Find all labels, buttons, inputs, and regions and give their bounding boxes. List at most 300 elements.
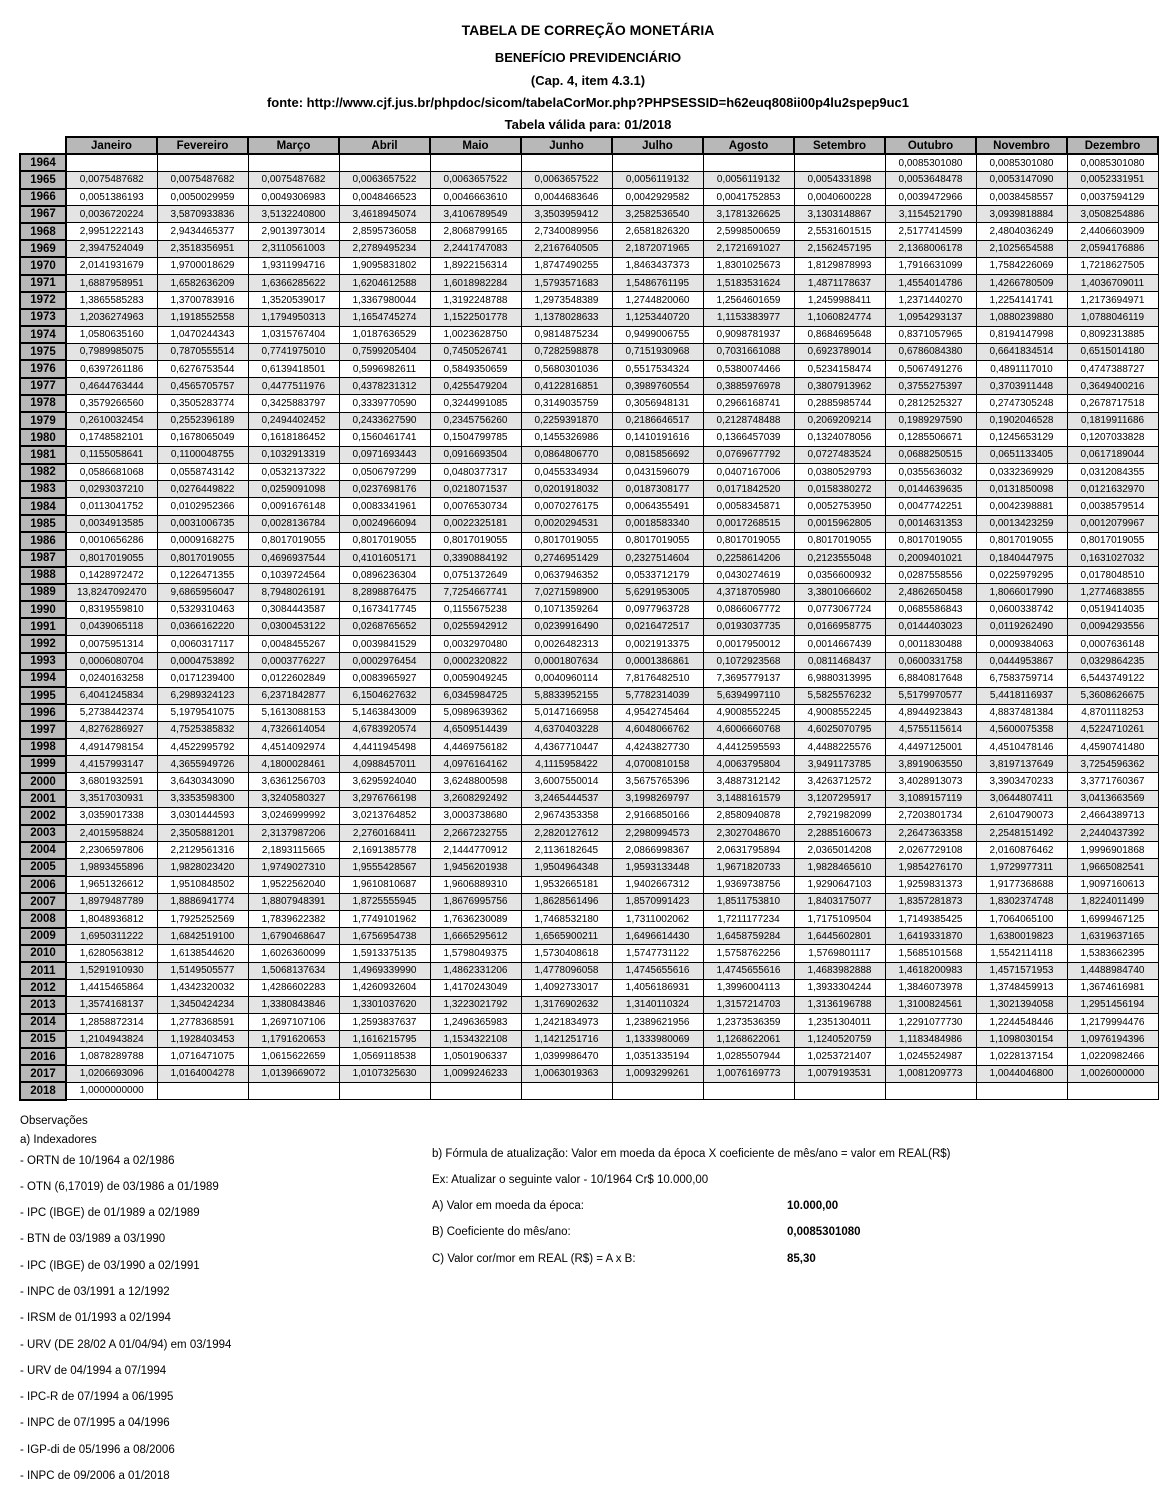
- coefficient-cell: 0,2966168741: [703, 395, 794, 412]
- coefficient-cell: 0,0038458557: [976, 189, 1067, 206]
- year-cell-2004: 2004: [20, 842, 66, 859]
- coefficient-cell: 0,4101605171: [339, 550, 430, 567]
- coefficient-cell: 1,9290647103: [794, 876, 885, 893]
- coefficient-cell: 1,7311002062: [612, 910, 703, 927]
- coefficient-cell: 1,2036274963: [66, 309, 157, 326]
- coefficient-cell: 2,4862650458: [885, 584, 976, 601]
- coefficient-cell: 5,5825576232: [794, 687, 885, 704]
- coefficient-cell: [248, 154, 339, 171]
- coefficient-cell: 0,1032913319: [248, 446, 339, 463]
- coefficient-cell: 1,9095831802: [339, 257, 430, 274]
- coefficient-cell: 3,6248800598: [430, 773, 521, 790]
- coefficient-cell: 2,3947524049: [66, 240, 157, 257]
- coefficient-cell: 1,7636230089: [430, 910, 521, 927]
- table-row-2007: [20, 893, 1158, 910]
- table-row-1980: [20, 429, 1158, 446]
- coefficient-cell: 0,0056119132: [612, 171, 703, 188]
- coefficient-cell: 0,3390884192: [430, 550, 521, 567]
- coefficient-cell: 2,6581826320: [612, 223, 703, 240]
- coefficient-cell: 1,2104943824: [66, 1031, 157, 1048]
- coefficient-cell: 0,0439065118: [66, 618, 157, 635]
- year-cell-2006: 2006: [20, 876, 66, 893]
- coefficient-cell: 0,1155675238: [430, 601, 521, 618]
- coefficient-cell: 1,3674616981: [1067, 979, 1158, 996]
- coefficient-cell: 1,2774683855: [1067, 584, 1158, 601]
- coefficient-cell: 3,0301444593: [157, 807, 248, 824]
- year-cell-1973: 1973: [20, 309, 66, 326]
- coefficient-cell: 1,2593837637: [339, 1014, 430, 1031]
- month-header-agosto: Agosto: [703, 137, 794, 154]
- coefficient-cell: 4,8944923843: [885, 704, 976, 721]
- coefficient-cell: 0,1428972472: [66, 567, 157, 584]
- coefficient-cell: 0,0617189044: [1067, 446, 1158, 463]
- coefficient-cell: 4,4469756182: [430, 739, 521, 756]
- coefficient-cell: 0,0688250515: [885, 446, 976, 463]
- coefficient-cell: 6,2371842877: [248, 687, 339, 704]
- coefficient-cell: 1,1240520759: [794, 1031, 885, 1048]
- indexer-item: - IPC (IBGE) de 01/1989 a 02/1989: [20, 1200, 1176, 1226]
- coefficient-cell: 0,0042398881: [976, 498, 1067, 515]
- coefficient-cell: 0,0034913585: [66, 515, 157, 532]
- coefficient-cell: 4,4367710447: [521, 739, 612, 756]
- coefficient-cell: 1,0228137154: [976, 1048, 1067, 1065]
- coefficient-cell: 1,5685101568: [885, 945, 976, 962]
- coefficient-cell: 1,2778368591: [157, 1014, 248, 1031]
- coefficient-cell: 1,3157214703: [703, 996, 794, 1013]
- coefficient-cell: 0,0113041752: [66, 498, 157, 515]
- table-row-1971: [20, 275, 1158, 292]
- coefficient-cell: 2,2129561316: [157, 842, 248, 859]
- coefficient-cell: 1,6999467125: [1067, 910, 1158, 927]
- coefficient-cell: 1,5913375135: [339, 945, 430, 962]
- coefficient-cell: 0,5380074466: [703, 360, 794, 377]
- coefficient-cell: 0,2259391870: [521, 412, 612, 429]
- coefficient-cell: 1,6280563812: [66, 945, 157, 962]
- coefficient-cell: 1,6756954738: [339, 928, 430, 945]
- coefficient-cell: 1,7149385425: [885, 910, 976, 927]
- coefficient-cell: 0,0040600228: [794, 189, 885, 206]
- coefficient-cell: 1,0026000000: [1067, 1065, 1158, 1082]
- coefficient-cell: 0,0002320822: [430, 653, 521, 670]
- coefficient-cell: 1,4871178637: [794, 275, 885, 292]
- coefficient-cell: 1,0023628750: [430, 326, 521, 343]
- coefficient-cell: 3,4887312142: [703, 773, 794, 790]
- coefficient-cell: 4,5600075358: [976, 721, 1067, 738]
- coefficient-cell: 1,8747490255: [521, 257, 612, 274]
- coefficient-cell: 0,0012079967: [1067, 515, 1158, 532]
- coefficient-cell: 0,0811468437: [794, 653, 885, 670]
- coefficient-cell: 0,0178048510: [1067, 567, 1158, 584]
- coefficient-cell: 4,6006660768: [703, 721, 794, 738]
- coefficient-cell: 1,4286602283: [248, 979, 339, 996]
- table-row-2006: [20, 876, 1158, 893]
- table-row-2012: [20, 979, 1158, 996]
- coefficient-cell: 0,2885985744: [794, 395, 885, 412]
- coefficient-cell: 4,8701118253: [1067, 704, 1158, 721]
- coefficient-cell: 1,5747731122: [612, 945, 703, 962]
- coefficient-cell: 1,9593133448: [612, 859, 703, 876]
- calc-value: 10.000,00: [787, 1193, 838, 1219]
- coefficient-cell: 2,9951222143: [66, 223, 157, 240]
- coefficient-cell: 0,0024966094: [339, 515, 430, 532]
- coefficient-cell: 1,0220982466: [1067, 1048, 1158, 1065]
- coefficient-cell: 0,1366457039: [703, 429, 794, 446]
- coefficient-cell: 1,1534322108: [430, 1031, 521, 1048]
- coefficient-cell: 1,9996901868: [1067, 842, 1158, 859]
- coefficient-cell: 0,2746951429: [521, 550, 612, 567]
- coefficient-cell: [339, 154, 430, 171]
- year-cell-1985: 1985: [20, 515, 66, 532]
- year-cell-1983: 1983: [20, 481, 66, 498]
- coefficient-cell: 1,6419331870: [885, 928, 976, 945]
- table-row-2009: [20, 928, 1158, 945]
- coefficient-cell: 0,1631027032: [1067, 550, 1158, 567]
- coefficient-cell: 0,1618186452: [248, 429, 339, 446]
- coefficient-cell: 2,4804036249: [976, 223, 1067, 240]
- coefficient-cell: 1,0788046119: [1067, 309, 1158, 326]
- month-header-maio: Maio: [430, 137, 521, 154]
- coefficient-cell: 1,3700783916: [157, 292, 248, 309]
- coefficient-cell: 0,0075951314: [66, 635, 157, 652]
- coefficient-cell: 1,1794950313: [248, 309, 339, 326]
- coefficient-cell: 0,1560461741: [339, 429, 430, 446]
- coefficient-cell: 3,4263712572: [794, 773, 885, 790]
- table-row-2017: [20, 1065, 1158, 1082]
- table-row-1992: [20, 635, 1158, 652]
- coefficient-cell: 3,3771760367: [1067, 773, 1158, 790]
- coefficient-cell: 0,2747305248: [976, 395, 1067, 412]
- coefficient-cell: 3,5870933836: [157, 206, 248, 223]
- coefficient-cell: 1,4571571953: [976, 962, 1067, 979]
- year-cell-1979: 1979: [20, 412, 66, 429]
- coefficient-cell: 0,0026482313: [521, 635, 612, 652]
- coefficient-cell: 5,2738442374: [66, 704, 157, 721]
- coefficient-cell: 1,0253721407: [794, 1048, 885, 1065]
- coefficient-cell: 0,0038579514: [1067, 498, 1158, 515]
- coefficient-cell: 0,5849350659: [430, 360, 521, 377]
- calc-label: C) Valor cor/mor em REAL (R$) = A x B:: [432, 1246, 787, 1272]
- table-row-2010: [20, 945, 1158, 962]
- coefficient-cell: 0,7989985075: [66, 343, 157, 360]
- coefficient-cell: 0,0039472966: [885, 189, 976, 206]
- coefficient-cell: 0,0046663610: [430, 189, 521, 206]
- coefficient-cell: 0,0312084355: [1067, 464, 1158, 481]
- coefficient-cell: 1,0063019363: [521, 1065, 612, 1082]
- coefficient-cell: 6,1504627632: [339, 687, 430, 704]
- coefficient-cell: 0,0041752853: [703, 189, 794, 206]
- table-row-1978: [20, 395, 1158, 412]
- coefficient-cell: 0,0001807634: [521, 653, 612, 670]
- table-row-1985: [20, 515, 1158, 532]
- coefficient-cell: 1,4342320032: [157, 979, 248, 996]
- coefficient-cell: 3,4618945074: [339, 206, 430, 223]
- coefficient-cell: 6,4041245834: [66, 687, 157, 704]
- coefficient-cell: 0,0332369929: [976, 464, 1067, 481]
- coefficient-cell: 0,0144403023: [885, 618, 976, 635]
- table-row-1964: [20, 154, 1158, 171]
- table-row-2014: [20, 1014, 1158, 1031]
- coefficient-cell: 2,2885160673: [794, 825, 885, 842]
- coefficient-cell: 6,2989324123: [157, 687, 248, 704]
- coefficient-cell: 0,0131850098: [976, 481, 1067, 498]
- coefficient-cell: 4,0063795804: [703, 756, 794, 773]
- coefficient-cell: 4,4914798154: [66, 739, 157, 756]
- coefficient-cell: 1,4618200983: [885, 962, 976, 979]
- coefficient-cell: 0,0002976454: [339, 653, 430, 670]
- coefficient-cell: 1,7468532180: [521, 910, 612, 927]
- coefficient-cell: 1,9671820733: [703, 859, 794, 876]
- coefficient-cell: 1,2351304011: [794, 1014, 885, 1031]
- table-row-2018: [20, 1082, 1158, 1099]
- coefficient-cell: [66, 154, 157, 171]
- coefficient-cell: 0,6641834514: [976, 343, 1067, 360]
- coefficient-cell: 6,9880313995: [794, 670, 885, 687]
- coefficient-cell: 0,0600338742: [976, 601, 1067, 618]
- year-cell-1976: 1976: [20, 360, 66, 377]
- coefficient-cell: 4,5224710261: [1067, 721, 1158, 738]
- coefficient-cell: 0,0255942912: [430, 618, 521, 635]
- year-cell-1990: 1990: [20, 601, 66, 618]
- coefficient-cell: 2,3505881201: [157, 825, 248, 842]
- coefficient-cell: 1,4488984740: [1067, 962, 1158, 979]
- coefficient-cell: 0,0094293556: [1067, 618, 1158, 635]
- coefficient-cell: 0,2123555048: [794, 550, 885, 567]
- coefficient-cell: 4,9008552245: [794, 704, 885, 721]
- coefficient-cell: 0,0430274619: [703, 567, 794, 584]
- year-cell-1996: 1996: [20, 704, 66, 721]
- coefficient-cell: [430, 1082, 521, 1099]
- coefficient-cell: 1,0501906337: [430, 1048, 521, 1065]
- coefficient-cell: 0,0076530734: [430, 498, 521, 515]
- coefficient-cell: 1,2371440270: [885, 292, 976, 309]
- coefficient-cell: 3,6801932591: [66, 773, 157, 790]
- coefficient-cell: 0,8017019055: [157, 550, 248, 567]
- coefficient-cell: 0,8017019055: [703, 532, 794, 549]
- indexer-item: - OTN (6,17019) de 03/1986 a 01/1989: [20, 1174, 1176, 1200]
- coefficient-cell: 0,0171842520: [703, 481, 794, 498]
- coefficient-cell: 3,1207295917: [794, 790, 885, 807]
- coefficient-cell: 0,0060317117: [157, 635, 248, 652]
- coefficient-cell: 0,0119262490: [976, 618, 1067, 635]
- coefficient-cell: 5,1613088153: [248, 704, 339, 721]
- coefficient-cell: 0,0014667439: [794, 635, 885, 652]
- calc-line: [432, 1219, 1172, 1245]
- indexer-item: - URV (DE 28/02 A 01/04/94) em 03/1994: [20, 1332, 1176, 1358]
- year-cell-2000: 2000: [20, 773, 66, 790]
- coefficient-cell: [612, 154, 703, 171]
- coefficient-cell: 1,4554014786: [885, 275, 976, 292]
- coefficient-cell: 3,1998269797: [612, 790, 703, 807]
- table-row-1995: [20, 687, 1158, 704]
- coefficient-cell: 4,4510478146: [976, 739, 1067, 756]
- coefficient-cell: 0,7151930968: [612, 343, 703, 360]
- coefficient-cell: 0,2186646517: [612, 412, 703, 429]
- year-cell-1977: 1977: [20, 378, 66, 395]
- coefficient-cell: 1,0615622659: [248, 1048, 339, 1065]
- coefficient-cell: 0,2678717518: [1067, 395, 1158, 412]
- coefficient-cell: 1,8129878993: [794, 257, 885, 274]
- coefficient-cell: 0,0121632970: [1067, 481, 1158, 498]
- coefficient-cell: 1,3574168137: [66, 996, 157, 1013]
- coefficient-cell: 1,3136196788: [794, 996, 885, 1013]
- coefficient-cell: 1,2373536359: [703, 1014, 794, 1031]
- coefficient-cell: 0,0010656286: [66, 532, 157, 549]
- coefficient-cell: 1,5383662395: [1067, 945, 1158, 962]
- correction-table-head: [20, 137, 1158, 154]
- coefficient-cell: 0,0532137322: [248, 464, 339, 481]
- table-row-1977: [20, 378, 1158, 395]
- coefficient-cell: 2,3110561003: [248, 240, 339, 257]
- coefficient-cell: 5,1979541075: [157, 704, 248, 721]
- coefficient-cell: 2,3137987206: [248, 825, 339, 842]
- coefficient-cell: 1,1183484986: [885, 1031, 976, 1048]
- coefficient-cell: 1,2421834973: [521, 1014, 612, 1031]
- coefficient-cell: 1,8511753810: [703, 893, 794, 910]
- coefficient-cell: 0,3084443587: [248, 601, 339, 618]
- month-header-outubro: Outubro: [885, 137, 976, 154]
- coefficient-cell: 1,6018982284: [430, 275, 521, 292]
- coefficient-cell: 0,0259091098: [248, 481, 339, 498]
- coefficient-cell: 0,2610032454: [66, 412, 157, 429]
- coefficient-cell: 0,1072923568: [703, 653, 794, 670]
- coefficient-cell: 1,3380843846: [248, 996, 339, 1013]
- coefficient-cell: 1,1654745274: [339, 309, 430, 326]
- coefficient-cell: 1,4778096058: [521, 962, 612, 979]
- coefficient-cell: 1,3933304244: [794, 979, 885, 996]
- coefficient-cell: 1,8922156314: [430, 257, 521, 274]
- coefficient-cell: 2,2441747083: [430, 240, 521, 257]
- coefficient-cell: 1,0076169773: [703, 1065, 794, 1082]
- month-header-março: Março: [248, 137, 339, 154]
- coefficient-cell: 0,1819911686: [1067, 412, 1158, 429]
- coefficient-cell: 2,2980994573: [612, 825, 703, 842]
- coefficient-cell: 1,6445602801: [794, 928, 885, 945]
- year-cell-1997: 1997: [20, 721, 66, 738]
- coefficient-cell: 0,0044683646: [521, 189, 612, 206]
- coefficient-cell: 0,1673417745: [339, 601, 430, 618]
- coefficient-cell: 0,0036720224: [66, 206, 157, 223]
- coefficient-cell: 4,0976164162: [430, 756, 521, 773]
- coefficient-cell: 1,8048936812: [66, 910, 157, 927]
- coefficient-cell: 0,0003776227: [248, 653, 339, 670]
- coefficient-cell: 1,0285507944: [703, 1048, 794, 1065]
- table-row-1975: [20, 343, 1158, 360]
- coefficient-cell: 4,4590741480: [1067, 739, 1158, 756]
- coefficient-cell: 4,4497125001: [885, 739, 976, 756]
- coefficient-cell: 1,9532665181: [521, 876, 612, 893]
- coefficient-cell: 1,0399986470: [521, 1048, 612, 1065]
- coefficient-cell: 1,1928403453: [157, 1031, 248, 1048]
- table-row-1990: [20, 601, 1158, 618]
- coefficient-cell: 1,5291910930: [66, 962, 157, 979]
- coefficient-cell: 0,0506797299: [339, 464, 430, 481]
- coefficient-cell: 1,9854276170: [885, 859, 976, 876]
- coefficient-cell: 1,8302374748: [976, 893, 1067, 910]
- coefficient-cell: 1,9828023420: [157, 859, 248, 876]
- coefficient-cell: 4,4514092974: [248, 739, 339, 756]
- calc-lines: [432, 1193, 1172, 1272]
- coefficient-cell: 0,0407167006: [703, 464, 794, 481]
- coefficient-cell: [1067, 1082, 1158, 1099]
- year-cell-1964: 1964: [20, 154, 66, 171]
- coefficient-cell: 3,6430343090: [157, 773, 248, 790]
- coefficient-cell: [794, 1082, 885, 1099]
- coefficient-cell: 3,2465444537: [521, 790, 612, 807]
- month-header-setembro: Setembro: [794, 137, 885, 154]
- coefficient-cell: 2,8580940878: [703, 807, 794, 824]
- coefficient-cell: 0,0237698176: [339, 481, 430, 498]
- coefficient-cell: 1,3192248788: [430, 292, 521, 309]
- coefficient-cell: 2,0365014208: [794, 842, 885, 859]
- coefficient-cell: 2,9013973014: [248, 223, 339, 240]
- month-header-novembro: Novembro: [976, 137, 1067, 154]
- coefficient-cell: 0,0971693443: [339, 446, 430, 463]
- coefficient-cell: 1,9456201938: [430, 859, 521, 876]
- coefficient-cell: 1,8725555945: [339, 893, 430, 910]
- coefficient-cell: 0,8017019055: [521, 532, 612, 549]
- coefficient-cell: 2,0267729108: [885, 842, 976, 859]
- coefficient-cell: [157, 154, 248, 171]
- coefficient-cell: 1,2179994476: [1067, 1014, 1158, 1031]
- calc-line: [432, 1193, 1172, 1219]
- coefficient-cell: 2,6104790073: [976, 807, 1067, 824]
- coefficient-cell: 1,3996004113: [703, 979, 794, 996]
- year-cell-1975: 1975: [20, 343, 66, 360]
- coefficient-cell: 0,8017019055: [66, 550, 157, 567]
- coefficient-cell: 6,8840817648: [885, 670, 976, 687]
- coefficient-cell: 1,3021394058: [976, 996, 1067, 1013]
- observations-title: Observações: [20, 1115, 1176, 1127]
- coefficient-cell: 0,6515014180: [1067, 343, 1158, 360]
- coefficient-cell: 7,0271598900: [521, 584, 612, 601]
- coefficient-cell: [703, 1082, 794, 1099]
- table-row-1999: [20, 756, 1158, 773]
- coefficient-cell: 2,1721691027: [703, 240, 794, 257]
- coefficient-cell: 1,3223021792: [430, 996, 521, 1013]
- table-row-2016: [20, 1048, 1158, 1065]
- coefficient-cell: 0,0769677792: [703, 446, 794, 463]
- coefficient-cell: 2,4015958824: [66, 825, 157, 842]
- coefficient-cell: 1,7175109504: [794, 910, 885, 927]
- coefficient-cell: 1,3450424234: [157, 996, 248, 1013]
- coefficient-cell: 2,2167640505: [521, 240, 612, 257]
- year-cell-1988: 1988: [20, 567, 66, 584]
- coefficient-cell: 2,8595736058: [339, 223, 430, 240]
- coefficient-cell: 5,5179970577: [885, 687, 976, 704]
- year-cell-2016: 2016: [20, 1048, 66, 1065]
- table-row-2004: [20, 842, 1158, 859]
- coefficient-cell: [976, 1082, 1067, 1099]
- coefficient-cell: 3,3903470233: [976, 773, 1067, 790]
- coefficient-cell: 1,2564601659: [703, 292, 794, 309]
- coefficient-cell: 0,0455334934: [521, 464, 612, 481]
- coefficient-cell: 2,2820127612: [521, 825, 612, 842]
- coefficient-cell: 0,1071359264: [521, 601, 612, 618]
- coefficient-cell: 0,8017019055: [1067, 532, 1158, 549]
- coefficient-cell: 1,3367980044: [339, 292, 430, 309]
- coefficient-cell: 0,0070276175: [521, 498, 612, 515]
- coefficient-cell: 2,2667232755: [430, 825, 521, 842]
- coefficient-cell: 4,3718705980: [703, 584, 794, 601]
- year-cell-1991: 1991: [20, 618, 66, 635]
- coefficient-cell: 0,7599205404: [339, 343, 430, 360]
- coefficient-cell: 1,6319637165: [1067, 928, 1158, 945]
- coefficient-cell: 1,9749027310: [248, 859, 339, 876]
- coefficient-cell: 1,1153383977: [703, 309, 794, 326]
- coefficient-cell: 7,3695779137: [703, 670, 794, 687]
- coefficient-cell: 1,6790468647: [248, 928, 339, 945]
- coefficient-cell: 1,0081209773: [885, 1065, 976, 1082]
